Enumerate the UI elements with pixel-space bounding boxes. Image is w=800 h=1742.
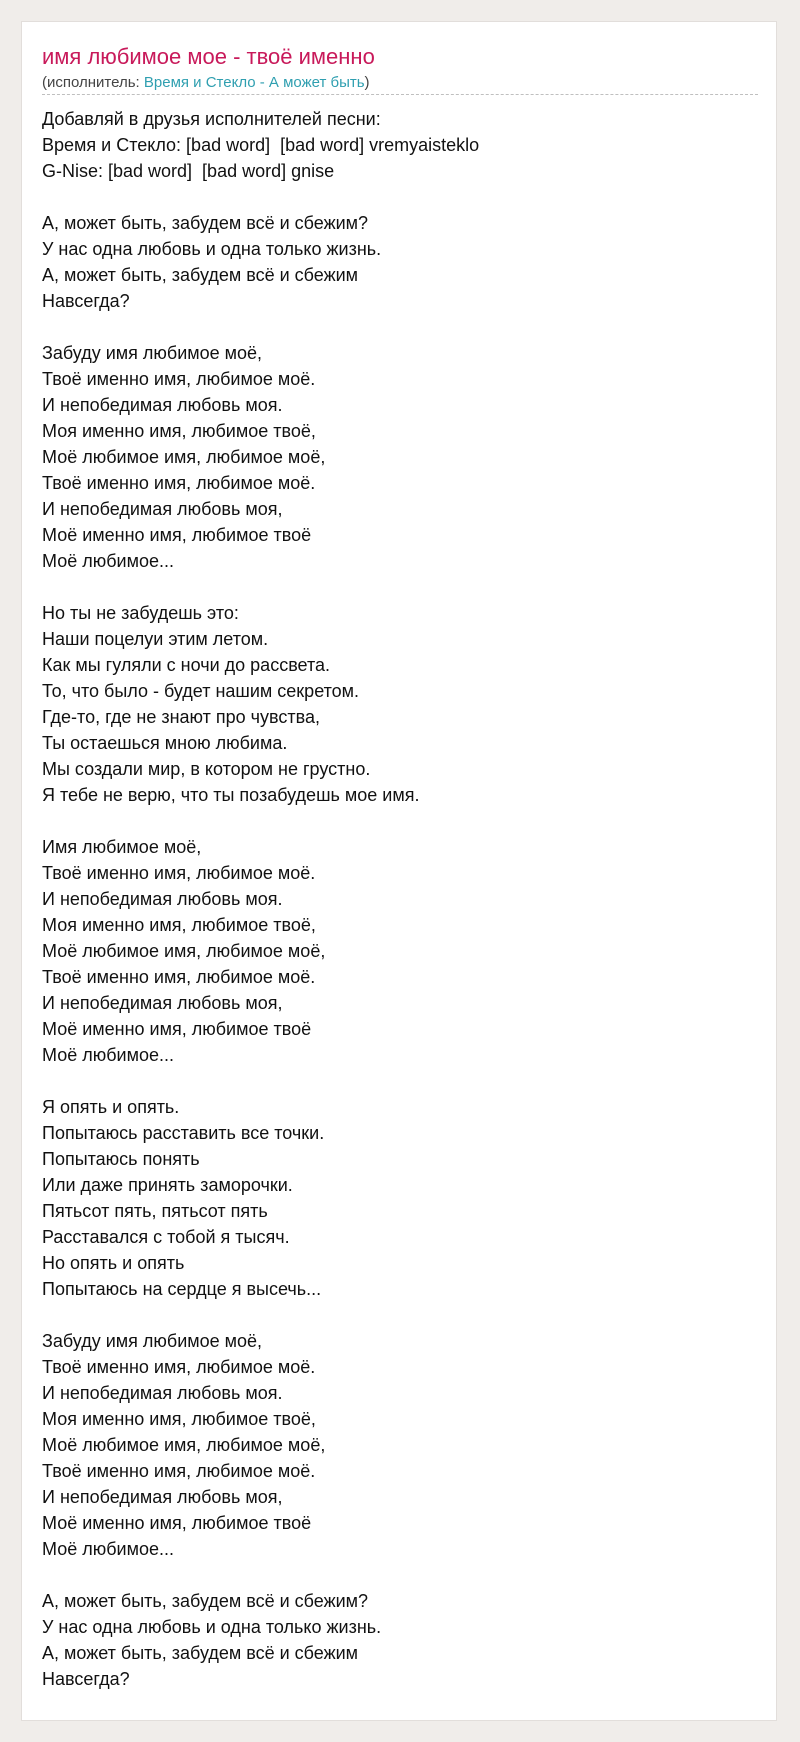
lyrics-line: И непобедимая любовь моя,: [42, 1487, 283, 1507]
lyrics-line: Навсегда?: [42, 291, 130, 311]
lyrics-line: Время и Стекло: [bad word] [bad word] vremyaisteklo: [42, 135, 480, 155]
lyrics-line: Моё любимое имя, любимое моё,: [42, 447, 326, 467]
lyrics-line: Или даже принять заморочки.: [42, 1175, 293, 1195]
lyrics-blank-line: [42, 314, 758, 340]
lyrics-blank-line: [42, 1562, 758, 1588]
lyrics-line: Моё любимое имя, любимое моё,: [42, 941, 326, 961]
lyrics-line: Моё именно имя, любимое твоё: [42, 1513, 312, 1533]
lyrics-line: Как мы гуляли с ночи до рассвета.: [42, 655, 331, 675]
lyrics-line: Моя именно имя, любимое твоё,: [42, 421, 316, 441]
lyrics-line: Где-то, где не знают про чувства,: [42, 707, 321, 727]
lyrics-line: То, что было - будет нашим секретом.: [42, 681, 360, 701]
lyrics-line: И непобедимая любовь моя.: [42, 395, 283, 415]
lyrics-line: Моё любимое...: [42, 551, 174, 571]
lyrics-line: Твоё именно имя, любимое моё.: [42, 473, 316, 493]
lyrics-line: Я тебе не верю, что ты позабудешь мое имя.: [42, 785, 420, 805]
lyrics-line: Моё любимое...: [42, 1045, 174, 1065]
lyrics-line: У нас одна любовь и одна только жизнь.: [42, 239, 382, 259]
lyrics-card: [21, 21, 777, 1721]
song-title: имя любимое мое - твоё именно: [42, 44, 375, 69]
lyrics-line: А, может быть, забудем всё и сбежим?: [42, 1591, 369, 1611]
lyrics-line: А, может быть, забудем всё и сбежим?: [42, 213, 369, 233]
lyrics-line: Ты остаешься мною любима.: [42, 733, 288, 753]
lyrics-blank-line: [42, 1302, 758, 1328]
performer-line: [42, 74, 370, 92]
lyrics-line: И непобедимая любовь моя,: [42, 499, 283, 519]
lyrics-line: Твоё именно имя, любимое моё.: [42, 967, 316, 987]
lyrics-line: И непобедимая любовь моя,: [42, 993, 283, 1013]
lyrics-blank-line: [42, 184, 758, 210]
lyrics-line: Но ты не забудешь это:: [42, 603, 239, 623]
lyrics-line: Пятьсот пять, пятьсот пять: [42, 1201, 268, 1221]
performer-suffix: ): [364, 74, 370, 91]
lyrics-line: А, может быть, забудем всё и сбежим: [42, 265, 359, 285]
lyrics-line: Но опять и опять: [42, 1253, 185, 1273]
lyrics-blank-line: [42, 574, 758, 600]
lyrics-line: Моя именно имя, любимое твоё,: [42, 915, 316, 935]
lyrics-line: И непобедимая любовь моя.: [42, 889, 283, 909]
lyrics-line: Добавляй в друзья исполнителей песни:: [42, 109, 381, 129]
lyrics-line: Моё любимое имя, любимое моё,: [42, 1435, 326, 1455]
lyrics-line: У нас одна любовь и одна только жизнь.: [42, 1617, 382, 1637]
lyrics-line: Твоё именно имя, любимое моё.: [42, 1461, 316, 1481]
lyrics-line: Твоё именно имя, любимое моё.: [42, 369, 316, 389]
lyrics-line: Наши поцелуи этим летом.: [42, 629, 269, 649]
lyrics-line: Моё именно имя, любимое твоё: [42, 525, 312, 545]
lyrics-line: G-Nise: [bad word] [bad word] gnise: [42, 161, 335, 181]
lyrics-line: Попытаюсь понять: [42, 1149, 200, 1169]
lyrics-line: Попытаюсь расставить все точки.: [42, 1123, 325, 1143]
lyrics-line: Попытаюсь на сердце я высечь...: [42, 1279, 322, 1299]
lyrics-line: А, может быть, забудем всё и сбежим: [42, 1643, 359, 1663]
performer-link[interactable]: Время и Стекло - А может быть: [143, 74, 365, 91]
lyrics-line: Расставался с тобой я тысяч.: [42, 1227, 290, 1247]
lyrics-line: Забуду имя любимое моё,: [42, 343, 263, 363]
lyrics-blank-line: [42, 808, 758, 834]
performer-prefix: (исполнитель:: [42, 74, 144, 91]
lyrics-line: И непобедимая любовь моя.: [42, 1383, 283, 1403]
lyrics-line: Моё любимое...: [42, 1539, 174, 1559]
lyrics-line: Твоё именно имя, любимое моё.: [42, 1357, 316, 1377]
lyrics-line: Я опять и опять.: [42, 1097, 180, 1117]
lyrics-line: Моя именно имя, любимое твоё,: [42, 1409, 316, 1429]
lyrics-line: Мы создали мир, в котором не грустно.: [42, 759, 371, 779]
title-divider: [42, 94, 758, 95]
lyrics-line: Навсегда?: [42, 1669, 130, 1689]
lyrics-line: Твоё именно имя, любимое моё.: [42, 863, 316, 883]
lyrics-blank-line: [42, 1068, 758, 1094]
lyrics-line: Моё именно имя, любимое твоё: [42, 1019, 312, 1039]
lyrics-line: Забуду имя любимое моё,: [42, 1331, 263, 1351]
lyrics-line: Имя любимое моё,: [42, 837, 202, 857]
lyrics-text: [42, 106, 758, 1692]
